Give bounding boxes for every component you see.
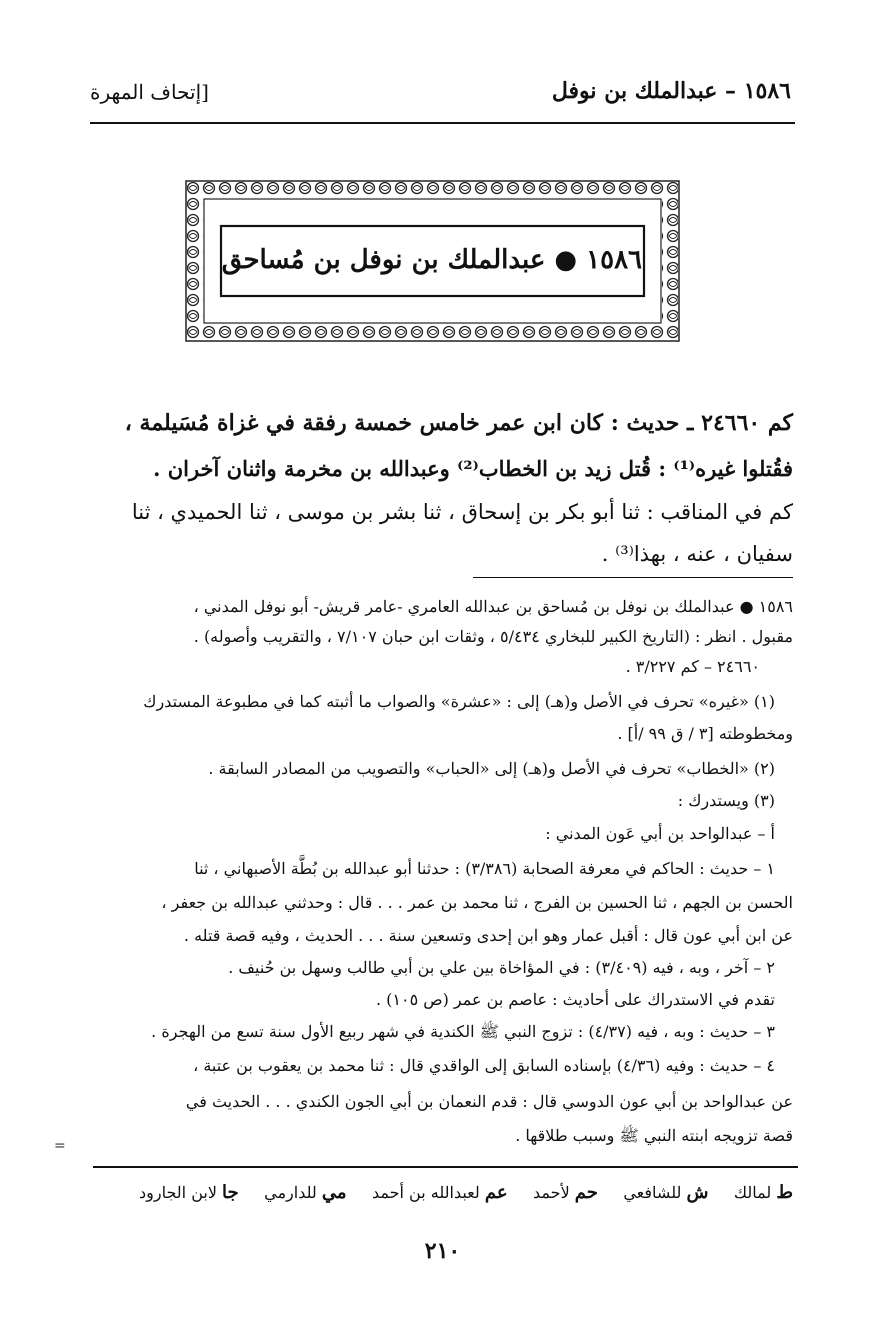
footnote-line: مقبول . انظر : (التاريخ الكبير للبخاري ٥/٤٣٤ ، وثقات ابن حبان ٧/١٠٧ ، والتقريب وأصوله) . — [193, 627, 793, 646]
running-head-right: ١٥٨٦ – عبدالملك بن نوفل — [551, 78, 791, 104]
footnote-line: ٤ – حديث : وفيه (٤/٣٦) بإسناده السابق إلى الواقدي قال : ثنا محمد بن يعقوب بن عتبة ، — [193, 1056, 775, 1075]
footnote-line: ومخطوطته [٣ / ق ٩٩ /أ] . — [617, 724, 793, 743]
footnote-line: ٣ – حديث : وبه ، فيه (٤/٣٧) : تزوج النبي ﷺ الكندية في شهر ربيع الأول سنة تسع من الهجرة . — [151, 1022, 775, 1041]
abbr-item: مي للدارمي — [264, 1182, 347, 1203]
footnote-line: عن ابن أبي عون قال : أقبل عمار وهو ابن إحدى وتسعين سنة . . . الحديث ، وفيه قصة قتله . — [183, 926, 793, 945]
footnote-line: (٣) ويستدرك : — [677, 791, 775, 810]
footnote-separator — [473, 577, 793, 578]
footnote-line: (٢) «الخطاب» تحرف في الأصل و(هـ) إلى «الحباب» والتصويب من المصادر السابقة . — [208, 759, 775, 778]
footnote-line: (١) «غيره» تحرف في الأصل و(هـ) إلى : «عشرة» والصواب ما أثبته كما في مطبوعة المستدرك — [143, 692, 775, 711]
margin-mark: = — [54, 1138, 66, 1154]
abbr-item: حم لأحمد — [533, 1182, 598, 1203]
abbr-item: ش للشافعي — [623, 1182, 709, 1203]
footnote-line: ١ – حديث : الحاكم في معرفة الصحابة (٣/٣٨٦) : حدثنا أبو عبدالله بن بُطَّة الأصبهاني ، ثنا — [194, 859, 775, 878]
footnote-line: ٢٤٦٦٠ – كم ٣/٢٢٧ . — [625, 657, 760, 676]
footnote-line: قصة تزويجه ابنته النبي ﷺ وسبب طلاقها . — [515, 1126, 793, 1145]
footnote-line: ٢ – آخر ، وبه ، فيه (٣/٤٠٩) : في المؤاخاة بين علي بن أبي طالب وسهل بن حُنيف . — [228, 958, 775, 977]
abbr-item: عم لعبدالله بن أحمد — [371, 1182, 508, 1203]
page-number: ٢١٠ — [424, 1238, 461, 1264]
abbr-item: ط لمالك — [733, 1182, 793, 1203]
hadith-line-3: كم في المناقب : ثنا أبو بكر بن إسحاق ، ثنا بشر بن موسى ، ثنا الحميدي ، ثنا — [131, 500, 793, 524]
entry-title: ١٥٨٦ ● عبدالملك بن نوفل بن مُساحق — [221, 245, 642, 275]
abbr-item: جا لابن الجارود — [139, 1182, 239, 1203]
running-head-left: [إتحاف المهرة — [90, 80, 209, 104]
abbreviation-key — [88, 1182, 793, 1203]
hadith-line-1: كم ٢٤٦٦٠ ـ حديث : كان ابن عمر خامس خمسة رفقة في غزاة مُسَيلمة ، — [124, 410, 793, 436]
footnote-line: أ – عبدالواحد بن أبي عَون المدني : — [545, 824, 775, 843]
header-rule — [90, 122, 795, 124]
footnote-line: الحسن بن الجهم ، ثنا الحسين بن الفرج ، ثنا محمد بن عمر . . . قال : وحدثني عبدالله بن جعفر ، — [161, 893, 793, 912]
footer-rule — [93, 1166, 798, 1168]
footnote-line: تقدم في الاستدراك على أحاديث : عاصم بن عمر (ص ١٠٥) . — [375, 990, 775, 1009]
footnote-line: عن عبدالواحد بن أبي عون الدوسي قال : قدم النعمان بن أبي الجون الكندي . . . الحديث في — [185, 1092, 793, 1111]
hadith-line-2: فقُتلوا غيره⁽¹⁾ : قُتل زيد بن الخطاب⁽²⁾ وعبدالله بن مخرمة واثنان آخران . — [153, 456, 793, 481]
footnote-line: ١٥٨٦ ● عبدالملك بن نوفل بن مُساحق بن عبدالله العامري -عامر قريش- أبو نوفل المدني ، — [193, 597, 793, 616]
hadith-line-4: سفيان ، عنه ، بهذا⁽³⁾ . — [601, 542, 793, 566]
